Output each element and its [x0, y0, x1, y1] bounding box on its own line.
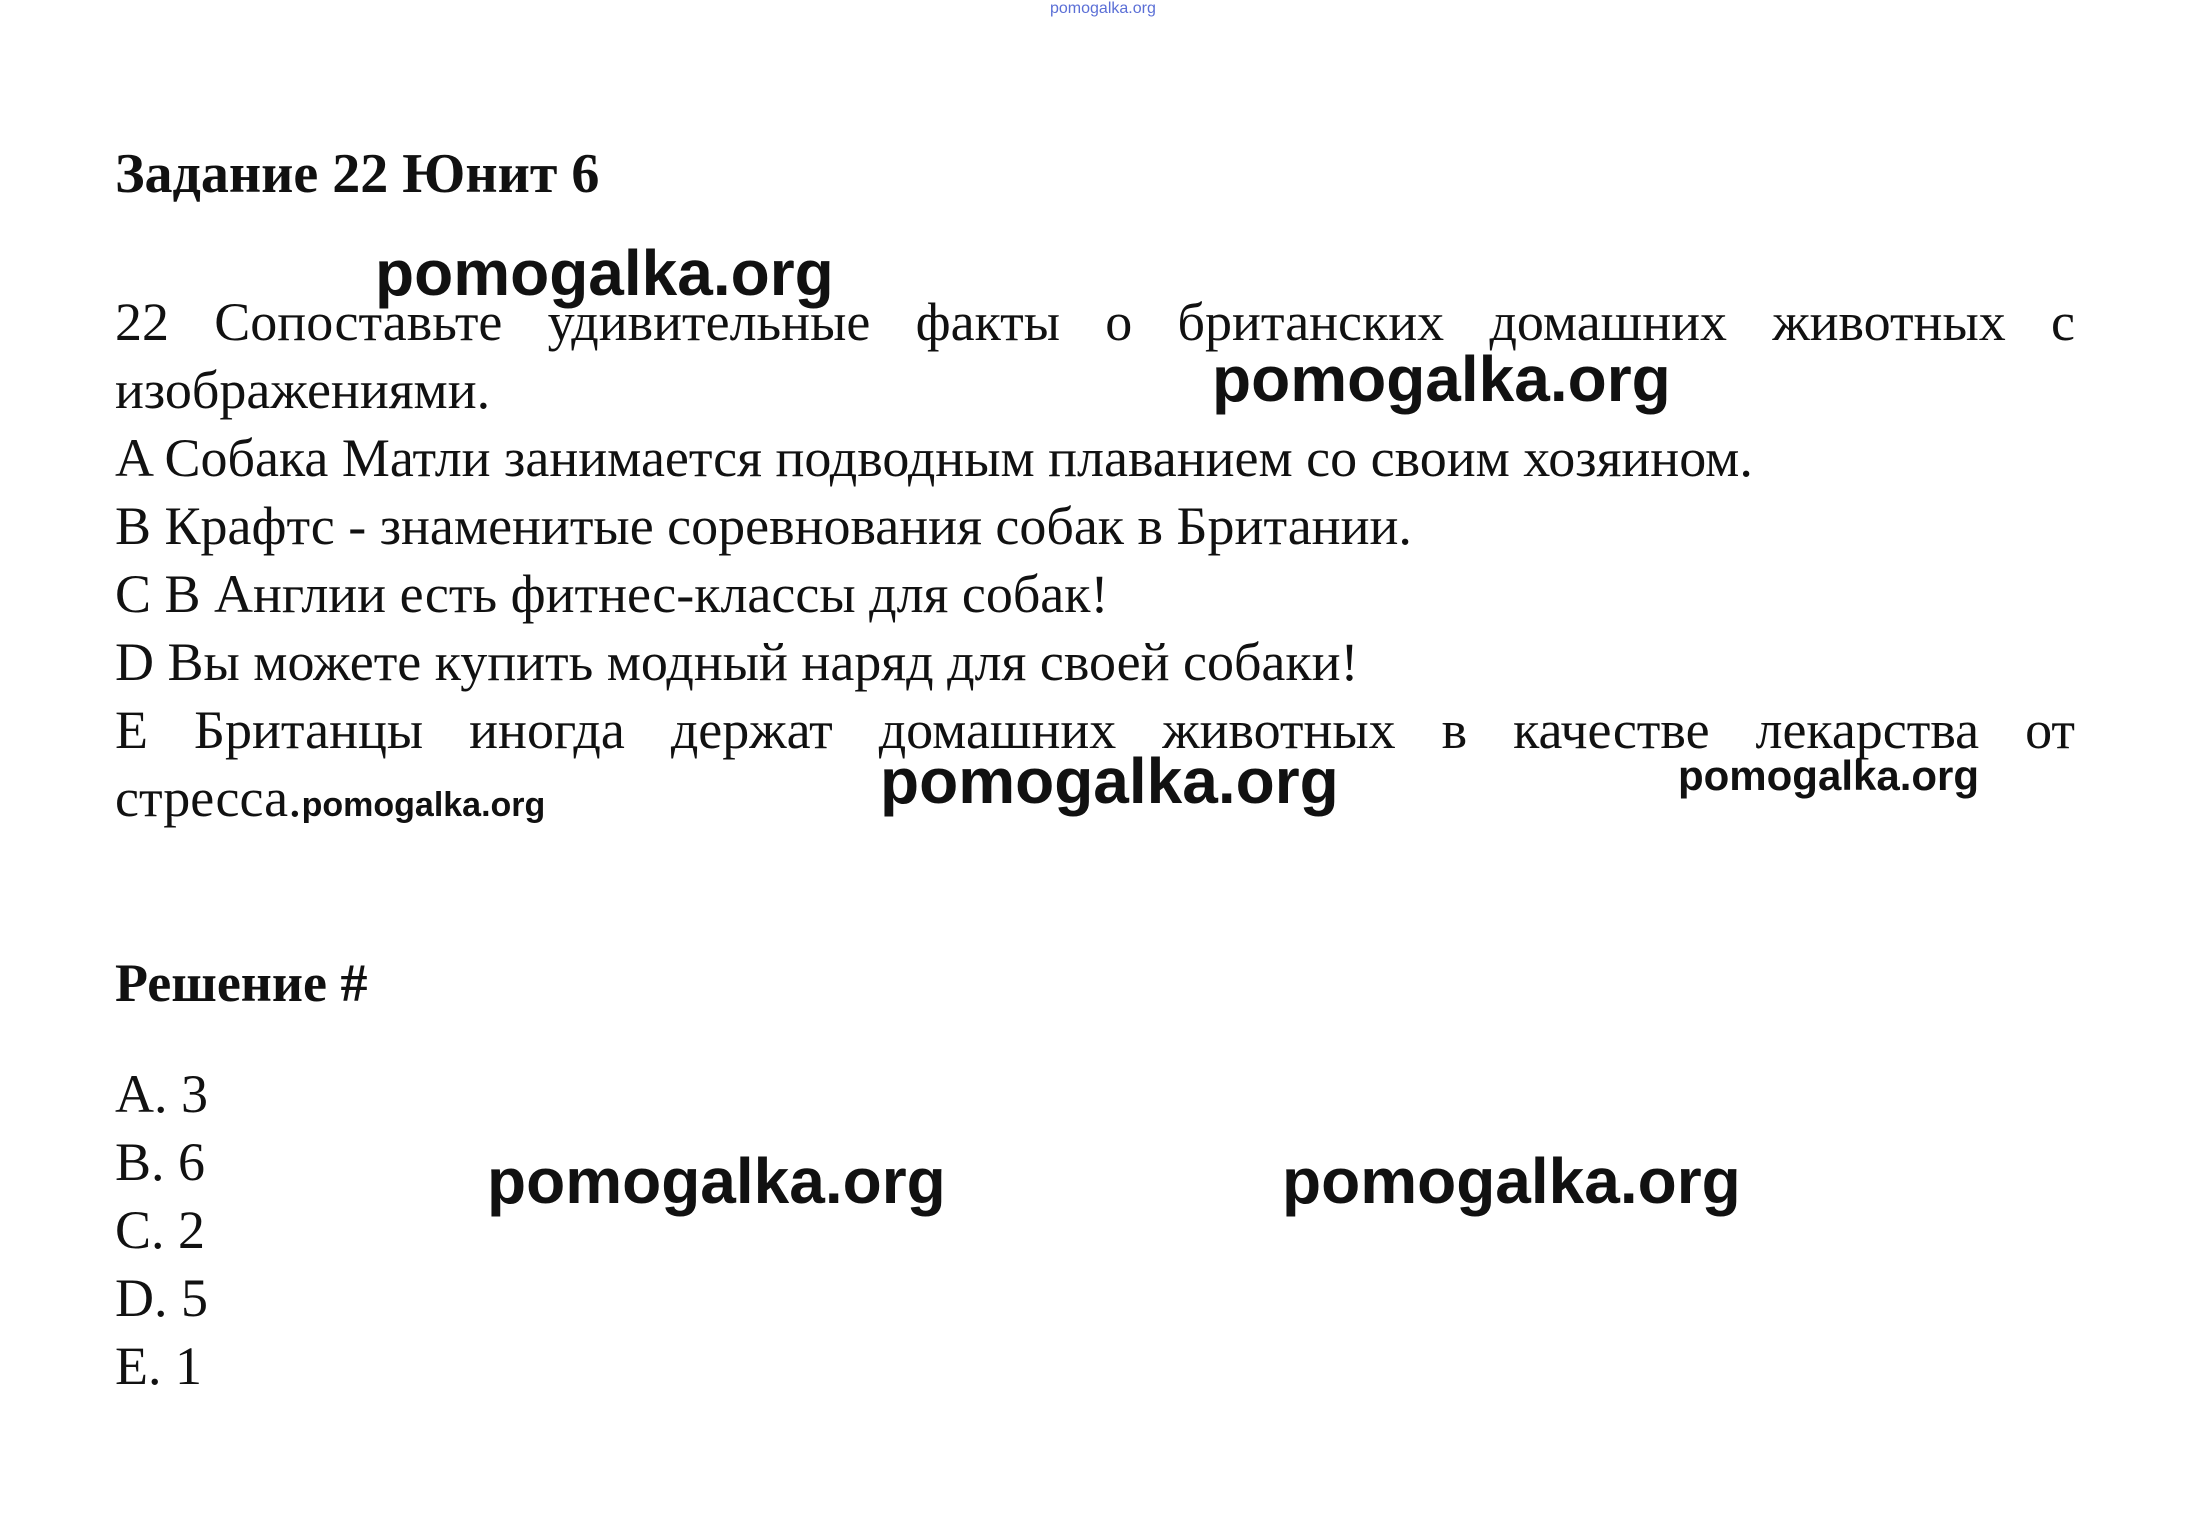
- inline-watermark: pomogalka.org: [301, 786, 546, 824]
- answer-list: [115, 1060, 208, 1400]
- task-item-e-text: E Британцы иногда держат домашних животных в качестве лекарства от стресса.: [115, 700, 2075, 828]
- watermark: pomogalka.org: [487, 1145, 946, 1217]
- watermark: pomogalka.org: [880, 745, 1339, 817]
- watermark: pomogalka.org: [1678, 752, 1980, 799]
- task-intro: 22 Сопоставьте удивительные факты о британских домашних животных с изображениями.: [115, 292, 2075, 420]
- answer-item: D. 5: [115, 1268, 208, 1328]
- solution-heading: Решение #: [115, 953, 368, 1013]
- site-link[interactable]: pomogalka.org: [1050, 0, 1156, 17]
- task-item-b: B Крафтс - знаменитые соревнования собак в Британии.: [115, 496, 1412, 556]
- watermark: pomogalka.org: [1212, 343, 1671, 415]
- answer-item: B. 6: [115, 1132, 206, 1192]
- task-item-c: C В Англии есть фитнес-классы для собак!: [115, 564, 1109, 624]
- answer-item: C. 2: [115, 1200, 206, 1260]
- answer-item: A. 3: [115, 1064, 208, 1124]
- answer-item: E. 1: [115, 1336, 202, 1396]
- watermark: pomogalka.org: [375, 237, 834, 309]
- page-title: Задание 22 Юнит 6: [115, 143, 600, 205]
- task-item-a: A Собака Матли занимается подводным плаванием со своим хозяином.: [115, 428, 1753, 488]
- task-item-d: D Вы можете купить модный наряд для своей собаки!: [115, 632, 1359, 692]
- watermark: pomogalka.org: [1282, 1145, 1741, 1217]
